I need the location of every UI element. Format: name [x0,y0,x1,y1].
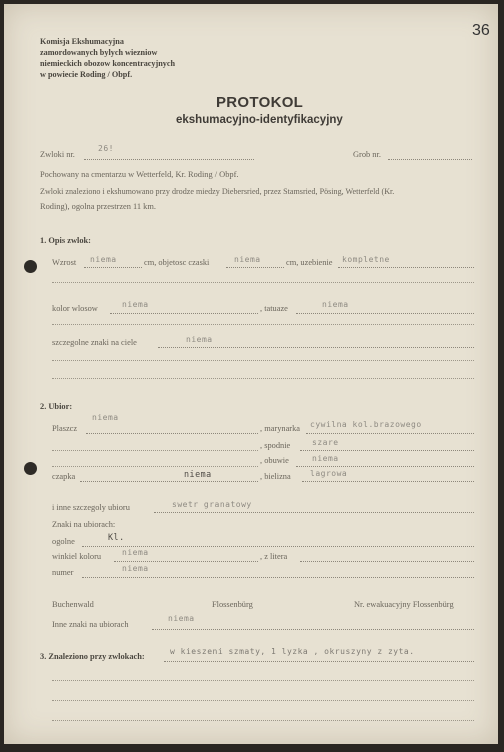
obuwie-label: , obuwie [260,456,289,465]
marynarka-label: , marynarka [260,424,300,433]
tatuaze-label: , tatuaze [260,304,288,313]
found-text: Zwloki znaleziono i ekshumowano przy drodze miedzy Diebersried, przez Stamsried, Pösing, Wetterfeld (Kr. [40,187,395,196]
wzrost-label: Wzrost [52,258,77,267]
numer-label: numer [52,568,74,577]
section2-title: 2. Ubior: [40,402,73,411]
section3-field[interactable] [164,661,474,662]
ogolne-label: ogolne [52,537,75,546]
tatuaze-field[interactable] [296,313,474,314]
buchenwald-label: Buchenwald [52,600,94,609]
kolor-field[interactable] [110,313,258,314]
blank-line [52,360,474,361]
header-line: Komisja Ekshumacyjna [40,37,124,46]
kolor-value: niema [122,300,149,309]
document-subtitle: ekshumacyjno-identyfikacyjny [176,114,343,126]
marynarka-value: cywilna kol.brazowego [310,420,422,429]
header-line: niemieckich obozow koncentracyjnych [40,59,176,68]
kolor-label: kolor wlosow [52,304,98,313]
numer-field[interactable] [82,577,474,578]
czapka-field[interactable] [80,481,258,482]
uzebienie-value: kompletne [342,255,390,264]
zwloki-field[interactable] [84,159,254,160]
grob-label: Grob nr. [353,150,381,159]
header-line: w powiecie Roding / Obpf. [40,70,133,79]
czaszka-unit: cm, uzebienie [286,258,333,267]
blank-line [52,378,474,379]
inne-field[interactable] [154,512,474,513]
numer-value: niema [122,564,149,573]
znaki-cialo-label: szczegolne znaki na ciele [52,338,137,347]
winkiel-field[interactable] [114,561,258,562]
inne-znaki-label: Inne znaki na ubiorach [52,620,129,629]
blank-line [52,700,474,701]
litera-field[interactable] [300,561,474,562]
blank-line [52,324,474,325]
document-page [4,4,498,744]
blank-line [52,680,474,681]
blank-line [52,450,258,451]
grob-field[interactable] [388,159,472,160]
spodnie-value: szare [312,438,339,447]
marynarka-field[interactable] [306,433,474,434]
header-block [40,36,175,80]
flossenburg-label: Flossenbürg [212,600,253,609]
plaszcz-value: niema [92,413,119,422]
plaszcz-field[interactable] [86,433,258,434]
czaszka-field[interactable] [226,267,284,268]
wzrost-value: niema [90,255,117,264]
burial-text: Pochowany na cmentarzu w Wetterfeld, Kr. Roding / Obpf. [40,170,239,179]
obuwie-value: niema [312,454,339,463]
inne-value: swetr granatowy [172,500,252,509]
winkiel-label: winkiel koloru [52,552,102,561]
punch-hole [24,462,37,475]
inne-znaki-field[interactable] [152,629,474,630]
blank-line [52,720,474,721]
blank-line [52,282,474,283]
spodnie-label: , spodnie [260,441,291,450]
zwloki-value: 26! [98,144,114,153]
spodnie-field[interactable] [300,450,474,451]
nr-ewakuacyjny-label: Nr. ewakuacyjny Flossenbürg [354,600,454,609]
blank-line [52,466,258,467]
plaszcz-label: Plaszcz [52,424,78,433]
winkiel-value: niema [122,548,149,557]
czapka-value: niema [184,469,212,479]
wzrost-field[interactable] [84,267,142,268]
czaszka-value: niema [234,255,261,264]
obuwie-field[interactable] [296,466,474,467]
ogolne-value: Kl. [108,532,125,542]
czapka-label: czapka [52,472,76,481]
ogolne-field[interactable] [82,546,474,547]
znaki-ubior-label: Znaki na ubiorach: [52,520,116,529]
wzrost-unit: cm, objetosc czaski [144,258,210,267]
litera-label: , z litera [260,552,288,561]
bielizna-value: lagrowa [310,469,348,478]
document-title: PROTOKOL [216,94,304,111]
header-line: zamordowanych bylych wiezniow [40,48,158,57]
uzebienie-field[interactable] [338,267,474,268]
section3-value: w kieszeni szmaty, 1 lyzka , okruszyny z zyta. [170,647,415,656]
section1-title: 1. Opis zwlok: [40,236,91,245]
tatuaze-value: niema [322,300,349,309]
bielizna-label: , bielizna [260,472,291,481]
bielizna-field[interactable] [302,481,474,482]
inne-znaki-value: niema [168,614,195,623]
znaki-cialo-value: niema [186,335,213,344]
page-number: 36 [472,22,490,39]
section3-title: 3. Znaleziono przy zwlokach: [40,652,145,661]
znaki-cialo-field[interactable] [158,347,474,348]
zwloki-label: Zwloki nr. [40,150,75,159]
found-text-cont: Roding), ogolna przestrzen 11 km. [40,202,156,211]
punch-hole [24,260,37,273]
inne-label: i inne szczegoly ubioru [52,503,130,512]
